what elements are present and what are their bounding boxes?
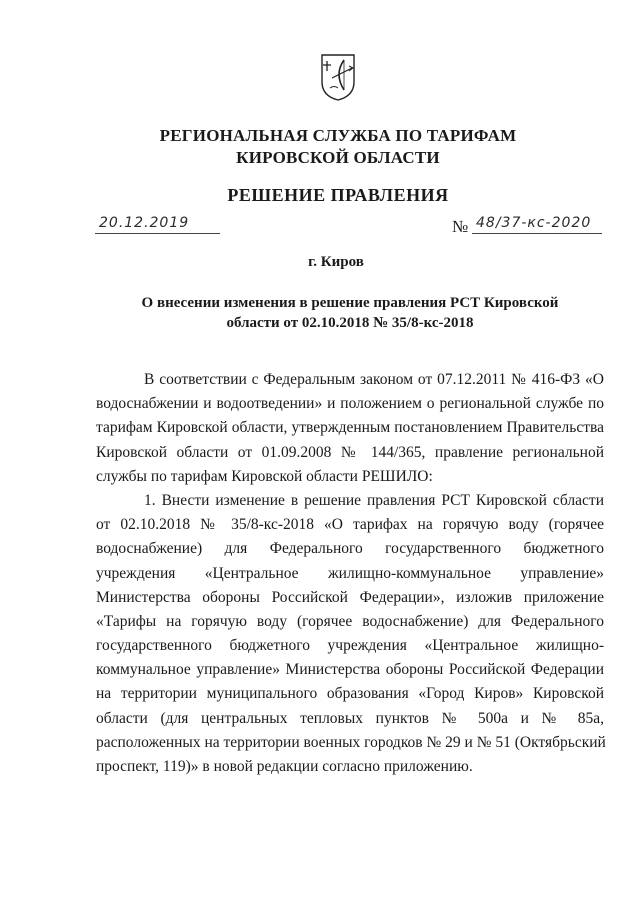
body-line: В соответствии с Федеральным законом от 07.12.2011 № 416-ФЗ «О xyxy=(144,371,604,388)
number-label: № xyxy=(452,217,469,236)
body-line: 1. Внести изменение в решение правления РСТ Кировской сбласти xyxy=(144,491,604,509)
organization-name-line1: РЕГИОНАЛЬНАЯ СЛУЖБА ПО ТАРИФАМ xyxy=(159,126,517,145)
body-line: «Тарифы на горячую воду (горячее водоснабжение) для Федерального xyxy=(96,612,604,630)
decision-body xyxy=(96,368,604,779)
body-line: государственного бюджетного учреждения «Центральное жилищно- xyxy=(96,637,604,655)
decision-date-field xyxy=(95,215,220,237)
subject-line2: области от 02.10.2018 № 35/8-кс-2018 xyxy=(226,315,474,331)
number-underline xyxy=(472,233,602,234)
body-line: области (для центральных тепловых пунктов № 500а и № 85а, xyxy=(96,709,604,727)
body-line: Министерства обороны Российской Федерации», изложив приложение xyxy=(96,588,604,606)
body-line: водоснабжении и водоотведении» и положением о региональной службе по xyxy=(96,395,604,413)
body-line: на территории муниципального образования «Город Киров» Кировской xyxy=(96,685,604,703)
body-line: Кировской области от 01.09.2008 № 144/365, правление региональной xyxy=(96,443,604,461)
body-line: коммунальное управление» Министерства обороны Российской Федерации xyxy=(96,661,604,679)
coat-of-arms-emblem xyxy=(318,52,358,102)
subject-line1: О внесении изменения в решение правления РСТ Кировской xyxy=(141,295,559,311)
decision-date-handwritten: 20.12.2019 xyxy=(99,215,190,231)
body-line: водоснабжение) для Федерального государственного бюджетного xyxy=(96,540,604,558)
organization-name-line2: КИРОВСКОЙ ОБЛАСТИ xyxy=(236,148,440,167)
document-type-title: РЕШЕНИЕ ПРАВЛЕНИЯ xyxy=(227,185,449,205)
decision-number-field xyxy=(472,215,602,237)
body-line: от 02.10.2018 № 35/8-кс-2018 «О тарифах на горячую воду (горячее xyxy=(96,516,604,534)
body-line: тарифам Кировской области, утвержденным постановлением Правительства xyxy=(96,419,604,437)
decision-number-handwritten: 48/37-кс-2020 xyxy=(476,215,592,231)
body-line: проспект, 119)» в новой редакции согласно приложению. xyxy=(96,758,473,775)
date-underline xyxy=(95,233,220,234)
body-line: учреждения «Центральное жилищно-коммунальное управление» xyxy=(96,564,604,582)
body-line: службы по тарифам Кировской области РЕШИЛО: xyxy=(96,467,433,485)
city: г. Киров xyxy=(308,254,364,270)
body-line: расположенных на территории военных городков № 29 и № 51 (Октябрьский xyxy=(96,733,606,751)
